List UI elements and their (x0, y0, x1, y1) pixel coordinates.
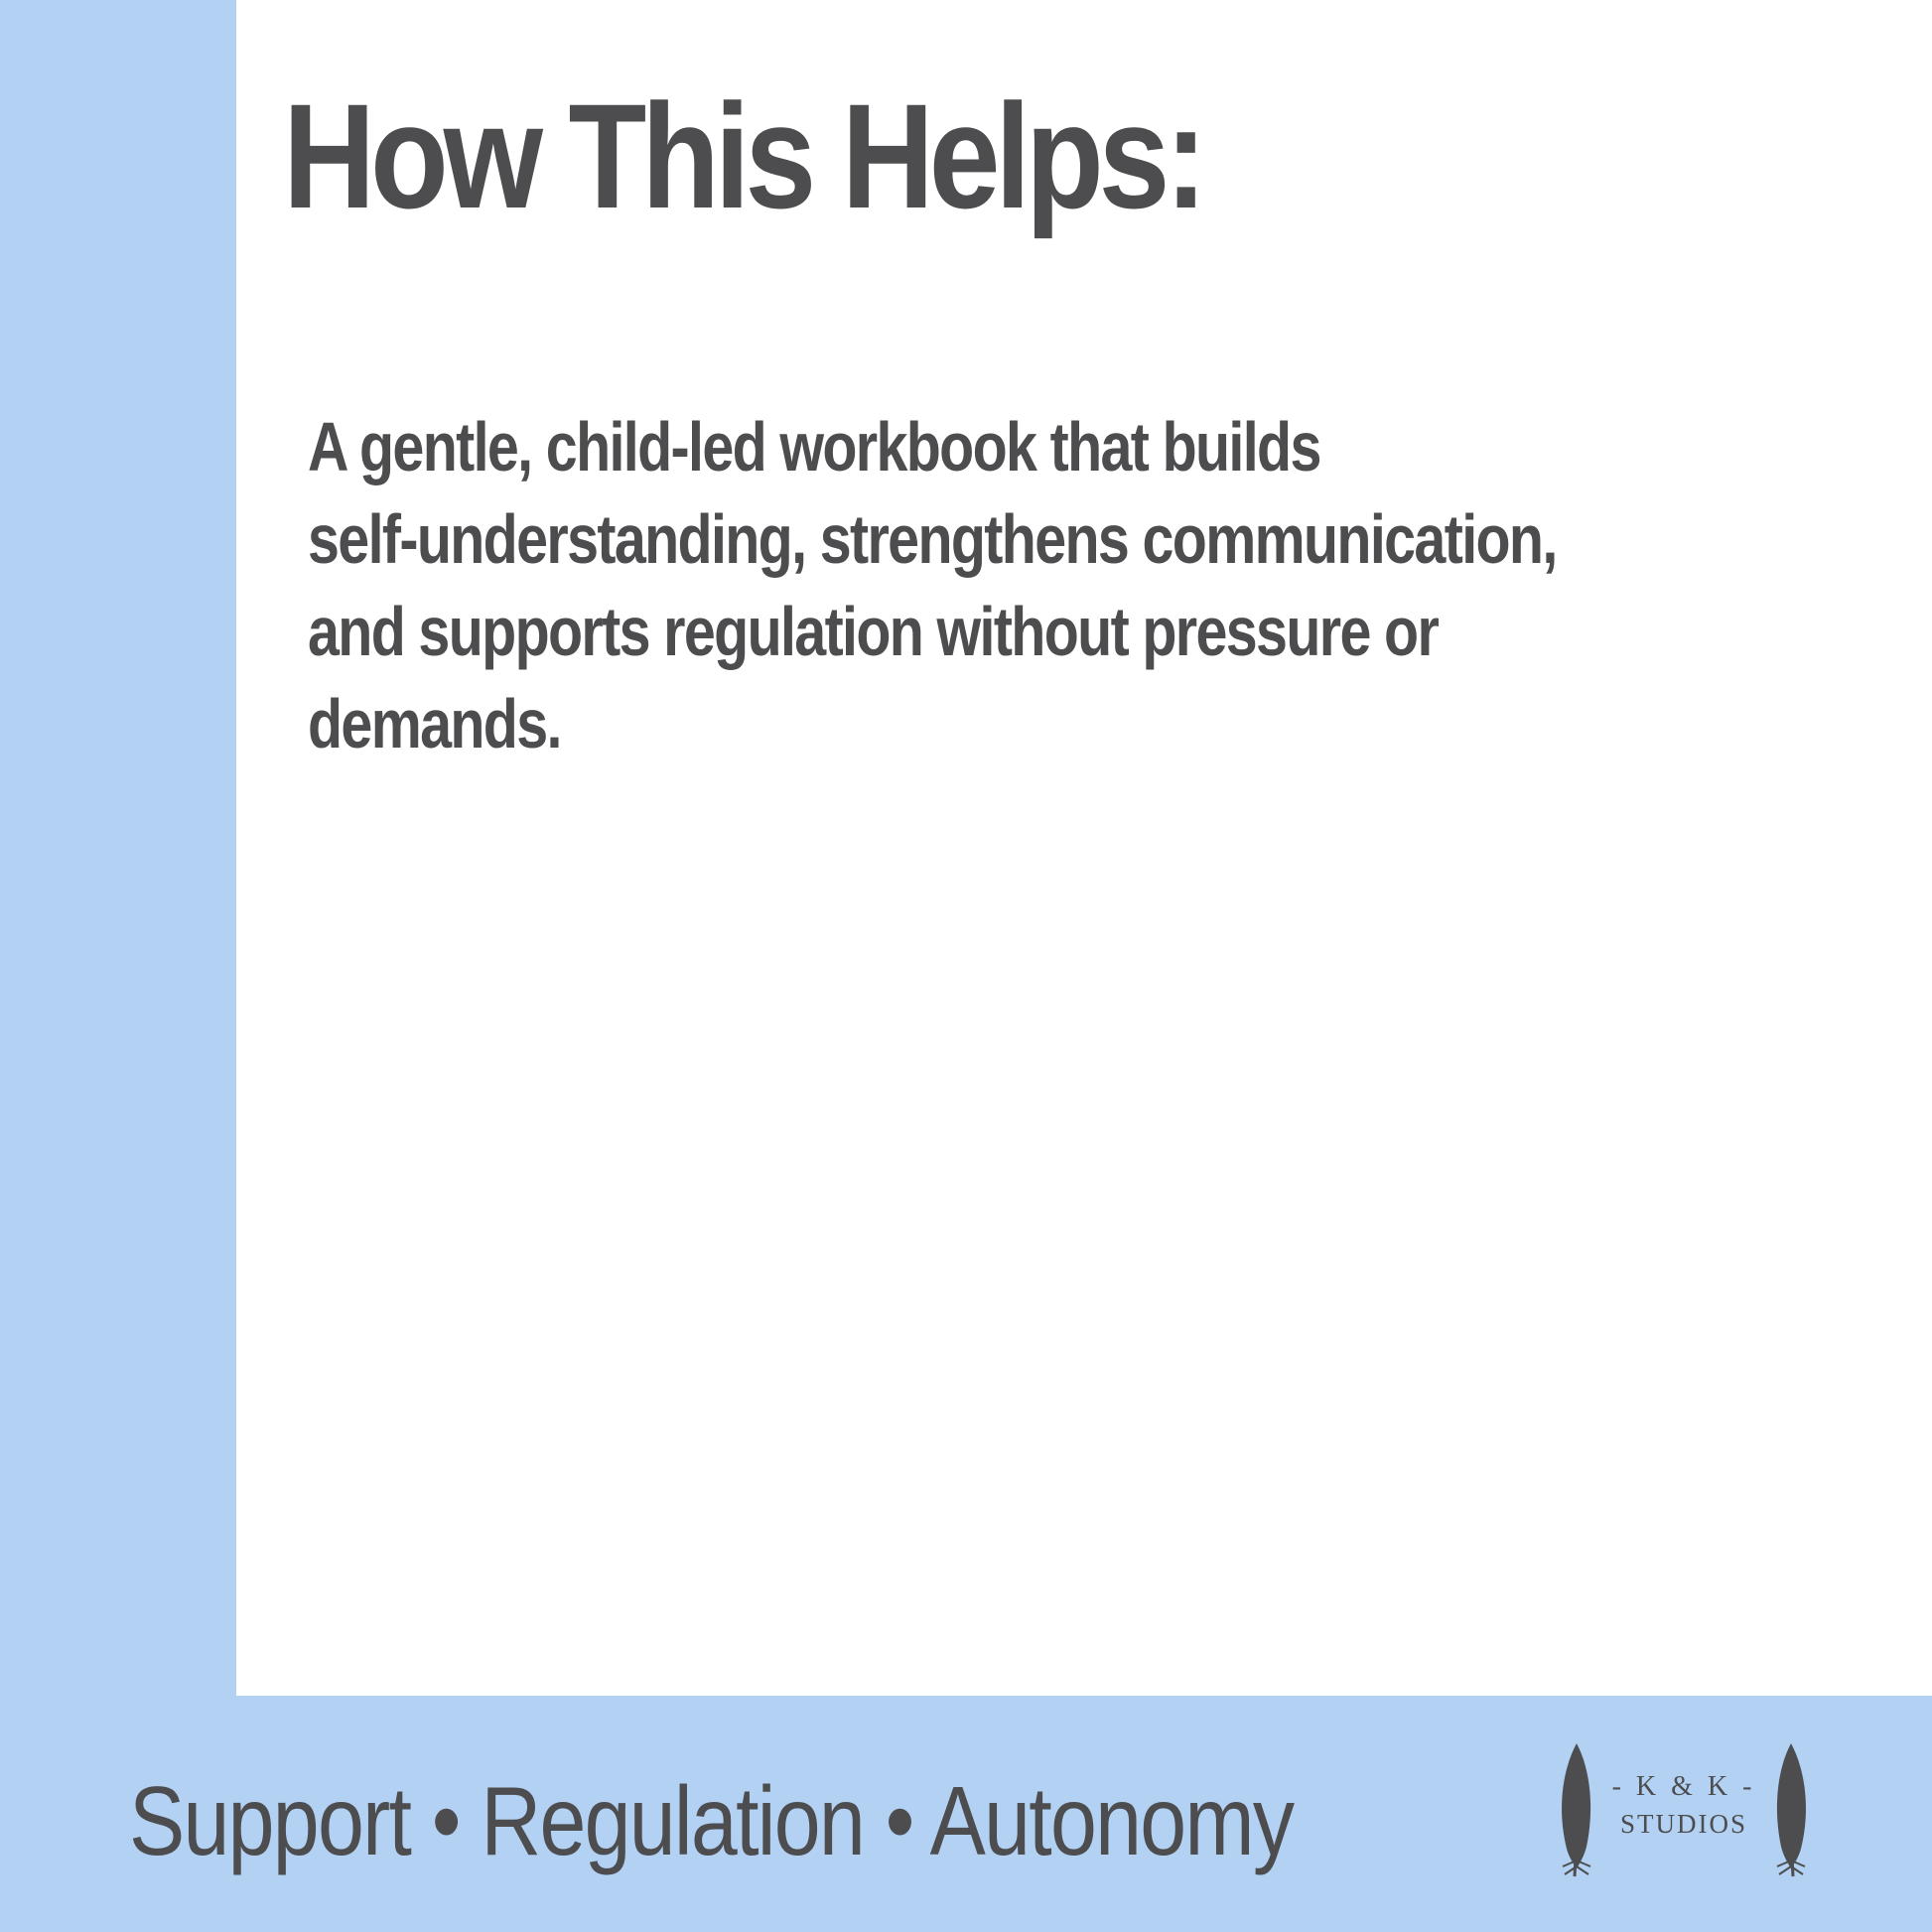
studio-logo (1555, 1739, 1813, 1878)
description-line: demands. (308, 685, 561, 762)
logo-line-1: - K & K - (1611, 1771, 1756, 1802)
logo-line-2: STUDIOS (1619, 1809, 1747, 1839)
description-text (308, 401, 1708, 770)
description-line: A gentle, child-led workbook that builds (308, 408, 1320, 485)
page-title: How This Helps: (283, 72, 1203, 239)
footer-tagline: Support • Regulation • Autonomy (129, 1766, 1294, 1875)
description-line: self-understanding, strengthens communication, (308, 500, 1557, 578)
left-accent-bar (0, 0, 236, 1932)
description-line: and supports regulation without pressure or (308, 593, 1439, 670)
